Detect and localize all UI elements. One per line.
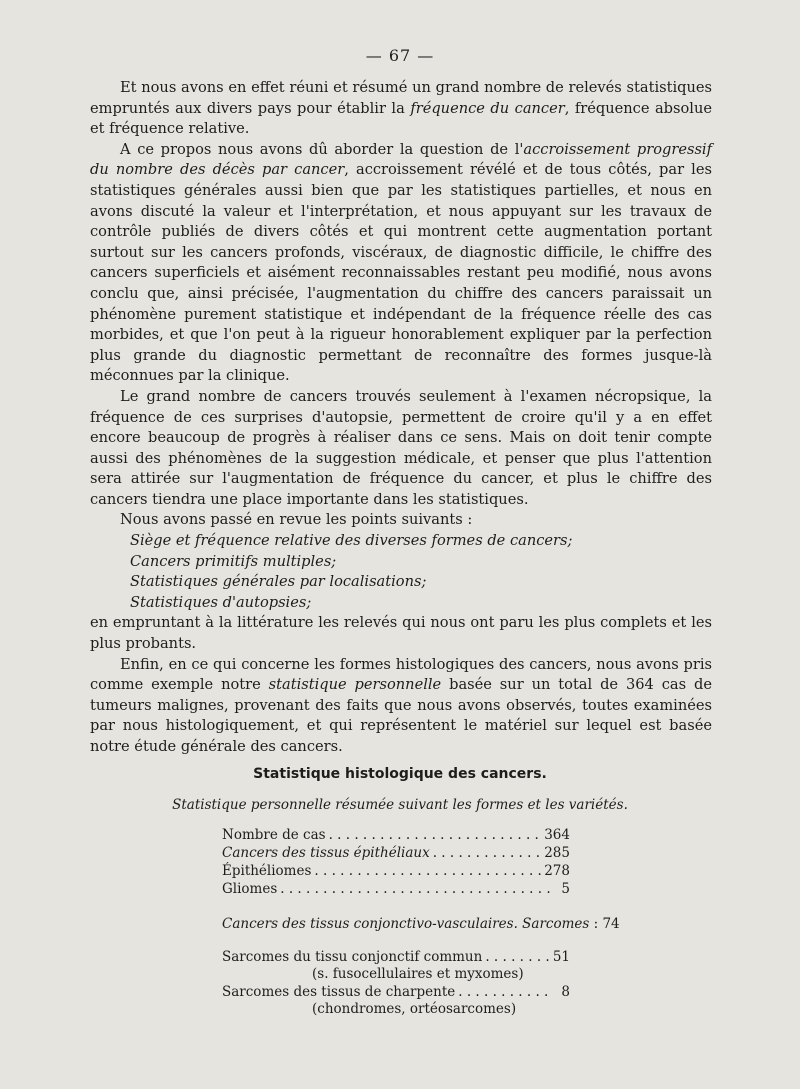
table-title: Statistique histologique des cancers. <box>253 766 547 782</box>
italic-text: fréquence du cancer <box>410 99 565 117</box>
row-value: 8 <box>561 984 570 1000</box>
text: basée sur un total de 364 cas de tumeurs malignes, provenant des faits que nous avons observés, toutes examinées par nous histologiquement, et qui représentent le matériel sur lequel est basée notre étude générale des cancers. <box>90 676 712 755</box>
table-row <box>222 983 570 1001</box>
table-row <box>222 880 570 898</box>
table-row <box>222 948 570 966</box>
paragraph-1 <box>90 78 712 140</box>
section-label: Cancers des tissus conjonctivo-vasculaires. Sarcomes <box>222 916 590 932</box>
leader-dots <box>280 880 551 898</box>
table-row <box>222 826 570 844</box>
text: A ce propos nous avons dû aborder la question de l' <box>120 140 524 158</box>
row-value: 285 <box>544 845 570 861</box>
table-row <box>222 862 570 880</box>
row-label: Sarcomes des tissus de charpente <box>222 984 456 1000</box>
row-label: Cancers des tissus épithéliaux <box>222 845 430 861</box>
list-item: Statistiques d'autopsies; <box>130 593 312 611</box>
page-number: — 67 — <box>365 46 435 65</box>
row-label: Sarcomes du tissu conjonctif commun <box>222 949 483 965</box>
text: , accroissement révélé et de tous côtés, par les statistiques générales aussi bien que par les statistiques partielles, et nous en avons discuté la valeur et l'interprétation, et nous appuyant sur les travaux de contrôle publiés de divers côtés et qui montrent cette augmentation portant surtout sur les cancers profonds, viscéraux, de diagnostic difficile, le chiffre des cancers superficiels et aisément reconnaissables restant peu modifié, nous avons conclu que, ainsi précisée, l'augmentation du chiffre des cancers paraissait un phénomène purement statistique et indépendant de la fréquence réelle des cas morbides, et que l'on peut à la rigueur honorablement expliquer par la perfection plus grande du diagnostic permettant de reconnaître des formes jusque-là méconnues par la clinique. <box>90 161 712 385</box>
list-item: Cancers primitifs multiples; <box>130 552 337 570</box>
row-value: 51 <box>552 949 570 965</box>
leader-dots <box>458 983 551 1001</box>
body-text <box>90 78 712 758</box>
leader-dots <box>329 826 542 844</box>
paragraph-3: Le grand nombre de cancers trouvés seulement à l'examen nécropsique, la fréquence de ces surprises d'autopsie, permettent de croire qu'il y a en effet encore beaucoup de progrès à réaliser dans ce sens. Mais on doit tenir compte aussi des phénomènes de la suggestion médicale, et penser que plus l'attention sera attirée sur l'augmentation de fréquence du cancer, et plus le chiffre des cancers tiendra une place importante dans les statistiques. <box>90 387 712 508</box>
paragraph-5: en empruntant à la littérature les relevés qui nous ont paru les plus complets et les plus probants. <box>90 614 712 653</box>
row-value: 5 <box>561 881 570 897</box>
row-note: (s. fusocellulaires et myxomes) <box>312 966 524 982</box>
paragraph-4: Nous avons passé en revue les points suivants : <box>120 511 473 529</box>
table-row <box>222 844 570 862</box>
text: Et nous avons en effet réuni et résumé un grand nombre de relevés statistiques empruntés aux divers pays pour établir la <box>90 79 712 117</box>
leader-dots <box>314 862 541 880</box>
section-header <box>222 916 620 932</box>
row-label: Épithéliomes <box>222 863 312 879</box>
list-item: Siège et fréquence relative des diverses formes de cancers; <box>130 532 573 550</box>
row-note: (chondromes, ortéosarcomes) <box>312 1001 517 1017</box>
italic-text: accroissement progressif du nombre des décès par cancer <box>90 140 712 179</box>
table-subtitle: Statistique personnelle résumée suivant les formes et les variétés. <box>172 797 628 813</box>
text: Enfin, en ce qui concerne les formes histologiques des cancers, nous avons pris comme exemple notre <box>90 655 712 694</box>
paragraph-6 <box>90 655 712 758</box>
italic-text: statistique personnelle <box>268 676 442 694</box>
row-label: Nombre de cas <box>222 827 326 843</box>
paragraph-2 <box>90 140 712 387</box>
leader-dots <box>485 948 549 966</box>
section-value: : 74 <box>593 916 620 932</box>
row-label: Gliomes <box>222 881 278 897</box>
list-item: Statistiques générales par localisations; <box>130 573 427 591</box>
row-value: 364 <box>544 827 570 843</box>
text: , fréquence absolue et fréquence relative. <box>90 99 713 138</box>
leader-dots <box>433 844 542 862</box>
row-value: 278 <box>544 863 570 879</box>
